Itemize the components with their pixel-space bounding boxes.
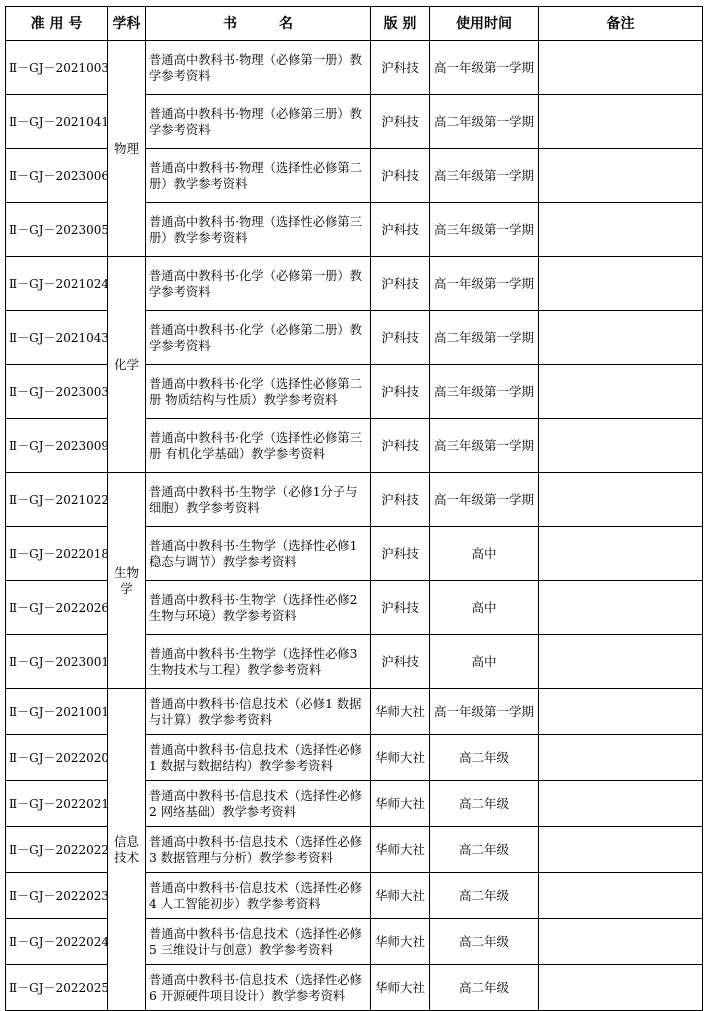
row-title: 普通高中教科书·化学（选择性必修第三册 有机化学基础）教学参考资料	[146, 419, 371, 473]
row-publisher: 沪科技	[371, 581, 430, 635]
table-row	[6, 473, 703, 527]
row-note	[539, 919, 703, 965]
row-note	[539, 635, 703, 689]
row-id: Ⅱ－GJ－2022026	[6, 581, 108, 635]
row-term: 高二年级	[430, 735, 539, 781]
row-publisher: 华师大社	[371, 689, 430, 735]
row-id: Ⅱ－GJ－2022021	[6, 781, 108, 827]
row-note	[539, 257, 703, 311]
row-term: 高二年级第一学期	[430, 311, 539, 365]
row-publisher: 华师大社	[371, 919, 430, 965]
row-id: Ⅱ－GJ－2022023	[6, 873, 108, 919]
row-title: 普通高中教科书·信息技术（选择性必修1 数据与数据结构）教学参考资料	[146, 735, 371, 781]
row-title: 普通高中教科书·化学（必修第一册）教学参考资料	[146, 257, 371, 311]
row-id: Ⅱ－GJ－2023006	[6, 149, 108, 203]
row-publisher: 华师大社	[371, 827, 430, 873]
row-id: Ⅱ－GJ－2023001	[6, 635, 108, 689]
row-title: 普通高中教科书·生物学（选择性必修2生物与环境）教学参考资料	[146, 581, 371, 635]
table-row	[6, 41, 703, 95]
textbook-table	[5, 6, 703, 1011]
row-id: Ⅱ－GJ－2023005	[6, 203, 108, 257]
row-id: Ⅱ－GJ－2023009	[6, 419, 108, 473]
row-term: 高三年级第一学期	[430, 203, 539, 257]
row-term: 高三年级第一学期	[430, 419, 539, 473]
row-publisher: 沪科技	[371, 95, 430, 149]
header-term: 使用时间	[430, 7, 539, 41]
row-note	[539, 473, 703, 527]
row-publisher: 沪科技	[371, 41, 430, 95]
table-row	[6, 257, 703, 311]
row-note	[539, 95, 703, 149]
row-term: 高二年级	[430, 827, 539, 873]
row-note	[539, 41, 703, 95]
row-publisher: 沪科技	[371, 419, 430, 473]
row-note	[539, 965, 703, 1011]
header-id: 准 用 号	[6, 7, 108, 41]
row-note	[539, 311, 703, 365]
row-publisher: 沪科技	[371, 311, 430, 365]
row-id: Ⅱ－GJ－2021022	[6, 473, 108, 527]
row-id: Ⅱ－GJ－2021041	[6, 95, 108, 149]
row-publisher: 沪科技	[371, 149, 430, 203]
row-id: Ⅱ－GJ－2022022	[6, 827, 108, 873]
row-id: Ⅱ－GJ－2022018	[6, 527, 108, 581]
row-note	[539, 149, 703, 203]
row-term: 高一年级第一学期	[430, 41, 539, 95]
row-publisher: 华师大社	[371, 965, 430, 1011]
row-term: 高二年级	[430, 873, 539, 919]
row-title: 普通高中教科书·生物学（选择性必修3 生物技术与工程）教学参考资料	[146, 635, 371, 689]
row-note	[539, 527, 703, 581]
table-row	[6, 689, 703, 735]
row-note	[539, 781, 703, 827]
row-term: 高中	[430, 581, 539, 635]
row-title: 普通高中教科书·生物学（选择性必修1稳态与调节）教学参考资料	[146, 527, 371, 581]
row-title: 普通高中教科书·信息技术（选择性必修3 数据管理与分析）教学参考资料	[146, 827, 371, 873]
row-id: Ⅱ－GJ－2021001	[6, 689, 108, 735]
row-publisher: 沪科技	[371, 365, 430, 419]
row-publisher: 沪科技	[371, 473, 430, 527]
subject-cell-it: 信息技术	[108, 689, 146, 1011]
header-title: 书 名	[146, 7, 371, 41]
row-title: 普通高中教科书·信息技术（选择性必修6 开源硬件项目设计）教学参考资料	[146, 965, 371, 1011]
row-publisher: 华师大社	[371, 781, 430, 827]
row-publisher: 沪科技	[371, 527, 430, 581]
header-row	[6, 7, 703, 41]
row-title: 普通高中教科书·信息技术（选择性必修5 三维设计与创意）教学参考资料	[146, 919, 371, 965]
row-id: Ⅱ－GJ－2022020	[6, 735, 108, 781]
row-publisher: 华师大社	[371, 873, 430, 919]
row-note	[539, 203, 703, 257]
row-id: Ⅱ－GJ－2022024	[6, 919, 108, 965]
row-term: 高二年级	[430, 965, 539, 1011]
row-term: 高一年级第一学期	[430, 473, 539, 527]
row-title: 普通高中教科书·信息技术（选择性必修4 人工智能初步）教学参考资料	[146, 873, 371, 919]
row-id: Ⅱ－GJ－2021043	[6, 311, 108, 365]
row-note	[539, 827, 703, 873]
row-term: 高三年级第一学期	[430, 365, 539, 419]
row-note	[539, 581, 703, 635]
row-note	[539, 735, 703, 781]
row-term: 高中	[430, 527, 539, 581]
row-id: Ⅱ－GJ－2022025	[6, 965, 108, 1011]
row-title: 普通高中教科书·物理（必修第一册）教学参考资料	[146, 41, 371, 95]
row-publisher: 沪科技	[371, 203, 430, 257]
row-title: 普通高中教科书·信息技术（必修1 数据与计算）教学参考资料	[146, 689, 371, 735]
row-term: 高一年级第一学期	[430, 689, 539, 735]
row-note	[539, 873, 703, 919]
row-publisher: 沪科技	[371, 257, 430, 311]
row-term: 高三年级第一学期	[430, 149, 539, 203]
header-note: 备注	[539, 7, 703, 41]
row-note	[539, 419, 703, 473]
row-term: 高二年级	[430, 919, 539, 965]
row-publisher: 华师大社	[371, 735, 430, 781]
row-note	[539, 689, 703, 735]
row-title: 普通高中教科书·物理（选择性必修第二册）教学参考资料	[146, 149, 371, 203]
row-title: 普通高中教科书·物理（必修第三册）教学参考资料	[146, 95, 371, 149]
header-subject: 学科	[108, 7, 146, 41]
row-title: 普通高中教科书·化学（必修第二册）教学参考资料	[146, 311, 371, 365]
row-title: 普通高中教科书·生物学（必修1分子与细胞）教学参考资料	[146, 473, 371, 527]
row-id: Ⅱ－GJ－2023003	[6, 365, 108, 419]
subject-cell-physics: 物理	[108, 41, 146, 257]
row-term: 高二年级第一学期	[430, 95, 539, 149]
header-publisher: 版 别	[371, 7, 430, 41]
subject-cell-chemistry: 化学	[108, 257, 146, 473]
row-term: 高中	[430, 635, 539, 689]
row-id: Ⅱ－GJ－2021024	[6, 257, 108, 311]
subject-cell-biology: 生物学	[108, 473, 146, 689]
row-term: 高一年级第一学期	[430, 257, 539, 311]
row-title: 普通高中教科书·物理（选择性必修第三册）教学参考资料	[146, 203, 371, 257]
row-publisher: 沪科技	[371, 635, 430, 689]
row-id: Ⅱ－GJ－2021003	[6, 41, 108, 95]
row-note	[539, 365, 703, 419]
row-title: 普通高中教科书·信息技术（选择性必修2 网络基础）教学参考资料	[146, 781, 371, 827]
row-title: 普通高中教科书·化学（选择性必修第二册 物质结构与性质）教学参考资料	[146, 365, 371, 419]
row-term: 高二年级	[430, 781, 539, 827]
